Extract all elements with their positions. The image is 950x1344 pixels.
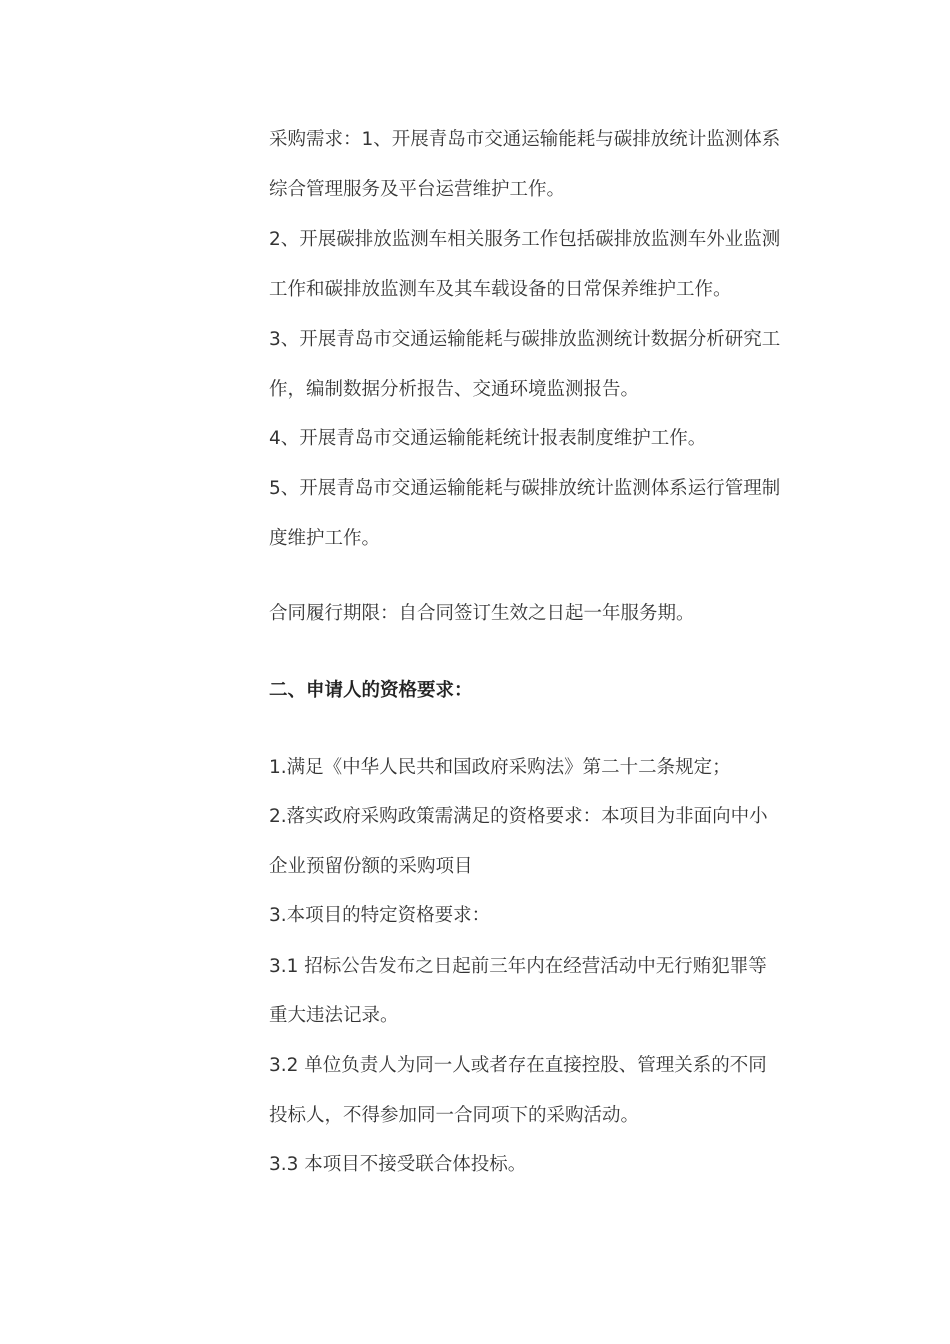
qualification-line-9: 3.3 本项目不接受联合体投标。 [269, 1154, 527, 1175]
requirement-line-6: 作，编制数据分析报告、交通环境监测报告。 [269, 379, 640, 400]
requirement-line-4: 工作和碳排放监测车及其车载设备的日常保养维护工作。 [269, 279, 732, 300]
qualification-line-3: 企业预留份额的采购项目 [269, 856, 473, 877]
qualification-line-4: 3.本项目的特定资格要求： [269, 905, 491, 926]
qualification-line-2: 2.落实政府采购政策需满足的资格要求：本项目为非面向中小 [269, 806, 768, 827]
requirement-line-7: 4、开展青岛市交通运输能耗统计报表制度维护工作。 [269, 428, 707, 449]
section-heading: 二、申请人的资格要求： [269, 680, 473, 701]
requirement-line-8: 5、开展青岛市交通运输能耗与碳排放统计监测体系运行管理制 [269, 478, 781, 499]
requirement-line-3: 2、开展碳排放监测车相关服务工作包括碳排放监测车外业监测 [269, 229, 781, 250]
requirement-line-5: 3、开展青岛市交通运输能耗与碳排放监测统计数据分析研究工 [269, 329, 781, 350]
requirement-line-1: 采购需求：1、开展青岛市交通运输能耗与碳排放统计监测体系 [269, 129, 781, 150]
qualification-line-1: 1.满足《中华人民共和国政府采购法》第二十二条规定； [269, 757, 731, 778]
qualification-line-6: 重大违法记录。 [269, 1005, 399, 1026]
qualification-line-5: 3.1 招标公告发布之日起前三年内在经营活动中无行贿犯罪等 [269, 956, 767, 977]
requirement-line-2: 综合管理服务及平台运营维护工作。 [269, 179, 566, 200]
qualification-line-7: 3.2 单位负责人为同一人或者存在直接控股、管理关系的不同 [269, 1055, 767, 1076]
qualification-line-8: 投标人，不得参加同一合同项下的采购活动。 [269, 1105, 640, 1126]
contract-term-line: 合同履行期限：自合同签订生效之日起一年服务期。 [269, 603, 695, 624]
requirement-line-9: 度维护工作。 [269, 528, 381, 549]
